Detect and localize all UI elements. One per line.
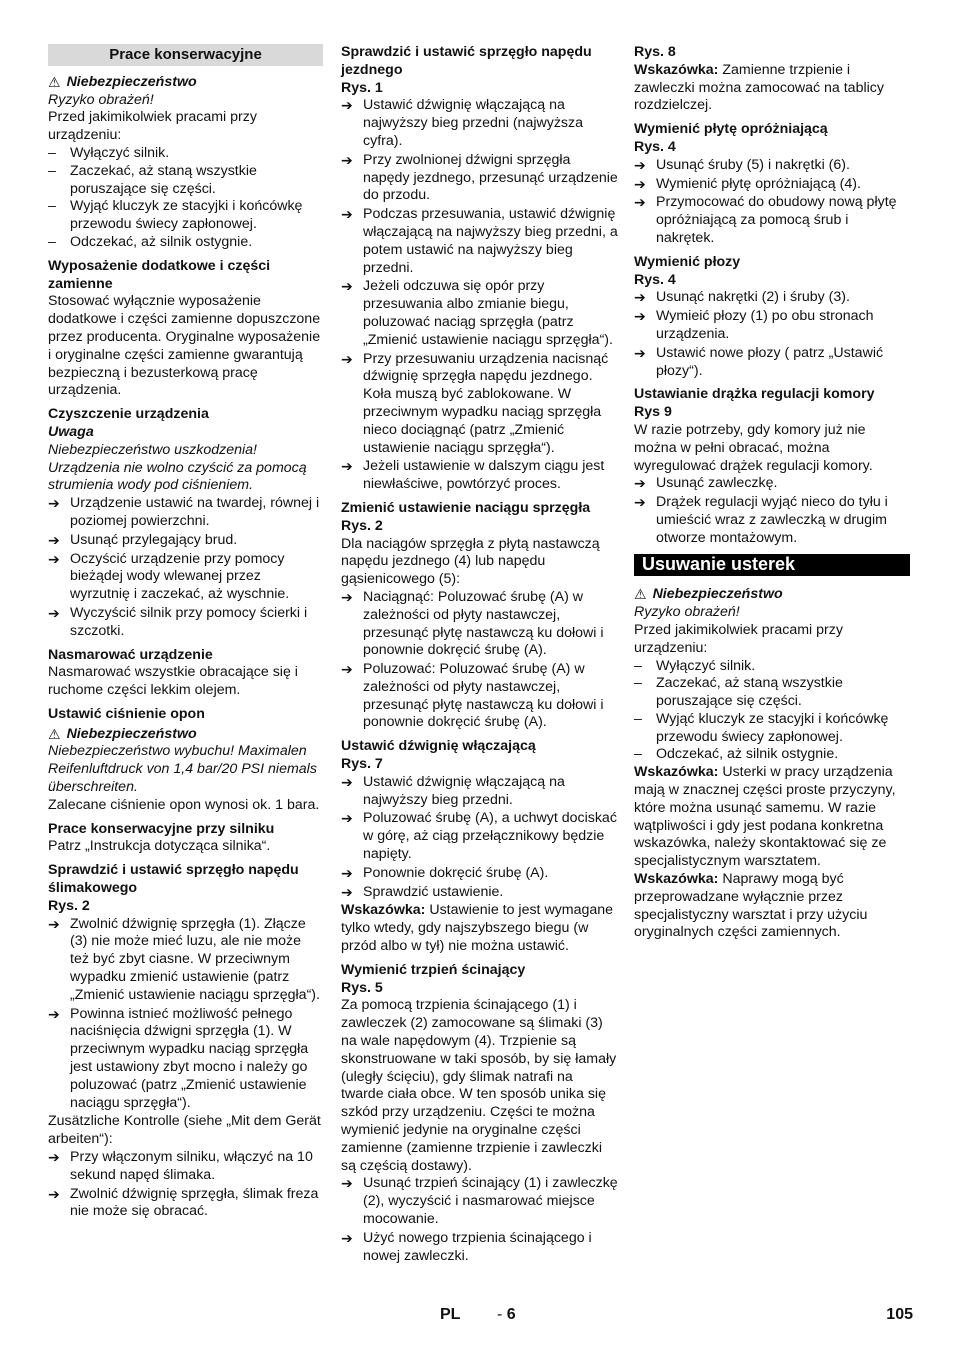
section-title-troubleshooting: Usuwanie usterek bbox=[634, 554, 910, 577]
arrow-icon: ➔ bbox=[634, 494, 646, 511]
arrow-icon: ➔ bbox=[48, 531, 60, 548]
list-item: ➔ Oczyścić urządzenie przy pomocy bieżądej wody wlewanej przez wyrzutnię i zaczekać, aż wyschnie. bbox=[48, 550, 290, 603]
list-item: ➔ Usunąć trzpień ścinający (1) i zawleczkę (2), wyczyścić i nasmarować miejsce mocowanie. bbox=[341, 1175, 618, 1227]
arrow-icon: ➔ bbox=[48, 550, 60, 567]
list-item: ➔ Naciągnąć: Poluzować śrubę (A) w zależności od płyty nastawczej, przesunąć płytę nastawczą ku dołowi i ponownie dokręcić śrubę (A). bbox=[341, 588, 604, 659]
arrow-icon: ➔ bbox=[341, 151, 353, 168]
list-item: ➔ Przymocować do obudowy nową płytę opróżniającą za pomocą śrub i nakrętek. bbox=[634, 194, 897, 246]
column-3 bbox=[634, 44, 910, 942]
paragraph-grease: Nasmarować wszystkie obracające się i ruchome części lekkim olejem. bbox=[48, 664, 298, 699]
note-paragraph: Wskazówka: Ustawienie to jest wymagane tylko wtedy, gdy najszybszego biegu (w przód albo w tył) nie można ustawić. bbox=[341, 902, 614, 955]
figure-ref: Rys. 1 bbox=[341, 79, 383, 96]
arrow-icon: ➔ bbox=[341, 810, 353, 827]
heading-shear-pin: Wymienić trzpień ścinający bbox=[341, 961, 526, 978]
paragraph-engine: Patrz „Instrukcja dotycząca silnika“. bbox=[48, 838, 271, 855]
column-1 bbox=[48, 44, 323, 1222]
list-item: ➔ Jeżeli ustawienie w dalszym ciągu jest niewłaściwe, powtórzyć proces. bbox=[341, 458, 605, 493]
paragraph-chute-rod: W razie potrzeby, gdy komory już nie można w pełni obracać, można wyregulować drążek regulacji komory. bbox=[634, 421, 873, 474]
explosion-warning-text: Niebezpieczeństwo wybuchu! Maximalen Reifenluftdruck von 1,4 bar/20 PSI niemals überschreiten. bbox=[48, 743, 317, 796]
warning-intro: Przed jakimikolwiek pracami przy urządzeniu: bbox=[48, 109, 257, 144]
paragraph-shear-pin: Za pomocą trzpienia ścinającego (1) i zawleczek (2) zamocowane są ślimaki (3) na wale napędowym (4). Trzpienie są skonstruowane w taki sposób, by się łamały (uległy ścięciu), gdy ślimak natrafi na twarde ciała obce. W ten sposób unika się szkód przy urządzeniu. Części te można wymienić jedynie na oryginalne części zamienne (zamienne trzpienie i zawleczki są częścią dostawy). bbox=[341, 997, 617, 1174]
list-item: ➔ Ustawić nowe płozy ( patrz „Ustawić płozy“). bbox=[634, 344, 884, 379]
arrow-icon: ➔ bbox=[341, 350, 353, 367]
arrow-icon: ➔ bbox=[634, 194, 646, 211]
list-item: ➔ Przy przesuwaniu urządzenia nacisnąć dźwignię sprzęgła napędu jezdnego. Koła muszą być zablokowane. W przeciwnym wypadku naciąg sprzęgła nieco dociągnąć (patrz „Zmienić ustawienie naciągu sprzęgła“). bbox=[341, 350, 609, 456]
list-item: ➔ Wyczyścić silnik przy pomocy ścierki i szczotki. bbox=[48, 604, 308, 639]
arrow-icon: ➔ bbox=[341, 661, 353, 678]
arrow-icon: ➔ bbox=[341, 1229, 353, 1246]
list-item: – Zaczekać, aż staną wszystkie poruszające się części. bbox=[634, 675, 843, 710]
note-paragraph: Wskazówka: Zamienne trzpienie i zawleczki można zamocować na tablicy rozdzielczej. bbox=[634, 61, 884, 114]
heading-auger-clutch: Sprawdzić i ustawić sprzęgło napędu ślimakowego bbox=[48, 862, 299, 897]
danger-warning: ⚠ Niebezpieczeństwo bbox=[634, 586, 783, 603]
figure-ref: Rys. 2 bbox=[48, 897, 90, 914]
list-item: – Wyjąć kluczyk ze stacyjki i końcówkę przewodu świecy zapłonowej. bbox=[634, 710, 889, 745]
list-item: – Odczekać, aż silnik ostygnie. bbox=[634, 746, 839, 763]
arrow-icon: ➔ bbox=[634, 344, 646, 361]
list-item: ➔ Zwolnić dźwignię sprzęgła (1). Złącze (3) nie może mieć luzu, ale nie może też być zbyt ciasne. W przeciwnym wypadku zmienić ustawienie (patrz „Zmienić ustawienie naciągu sprzęgła“). bbox=[48, 915, 320, 1003]
list-item: ➔ Powinna istnieć możliwość pełnego naciśnięcia dźwigni sprzęgła (1). W przeciwnym wypadku naciąg sprzęgła jest ustawiony zbyt mocno i należy go poluzować (patrz „Zmienić ustawienie naciągu sprzęgła“). bbox=[48, 1005, 309, 1111]
warning-triangle-icon: ⚠ bbox=[48, 73, 61, 90]
list-item: ➔ Podczas przesuwania, ustawić dźwignię włączającą na najwyższy bieg przedni, a potem ustawić na najwyższy bieg przedni. bbox=[341, 206, 618, 276]
list-item: ➔ Jeżeli odczuwa się opór przy przesuwania albo zmianie biegu, poluzować naciąg sprzęgła (patrz „Zmienić ustawienie naciągu sprzęgła“). bbox=[341, 278, 613, 348]
injury-risk-text: Ryzyko obrażeń! bbox=[634, 604, 740, 621]
list-item: ➔ Poluzować śrubę (A), a uchwyt dociskać w górę, aż ciąg przełącznikowy będzie napięty. bbox=[341, 810, 617, 863]
heading-chute-rod: Ustawianie drążka regulacji komory bbox=[634, 386, 875, 403]
list-item: ➔ Wymieić płozy (1) po obu stronach urządzenia. bbox=[634, 308, 874, 342]
list-item: ➔ Poluzować: Poluzować śrubę (A) w zależności od płyty nastawczej, przesunąć płytę nastawczą ku dołowi i ponownie dokręcić śrubę (A). bbox=[341, 661, 604, 731]
figure-ref: Rys. 8 bbox=[634, 44, 676, 60]
figure-ref: Rys. 4 bbox=[634, 271, 676, 288]
arrow-icon: ➔ bbox=[634, 289, 646, 306]
note-paragraph: Wskazówka: Naprawy mogą być przeprowadzane wyłącznie przez specjalistyczny warsztat i przy użyciu oryginalnych części zamiennych. bbox=[634, 871, 868, 941]
list-item: – Wyłączyć silnik. bbox=[48, 144, 170, 161]
list-item: ➔ Ustawić dźwignię włączającą na najwyższy bieg przedni (najwyższa cyfra). bbox=[341, 97, 583, 149]
paragraph-tire: Zalecane ciśnienie opon wynosi ok. 1 bara. bbox=[48, 796, 320, 813]
list-item: ➔ Ponownie dokręcić śrubę (A). bbox=[341, 864, 549, 881]
warning-triangle-icon: ⚠ bbox=[48, 725, 61, 742]
list-item: ➔ Użyć nowego trzpienia ścinającego i nowej zawleczki. bbox=[341, 1229, 592, 1264]
list-item: ➔ Usunąć śruby (5) i nakrętki (6). bbox=[634, 156, 850, 173]
heading-accessories: Wyposażenie dodatkowe i części zamienne bbox=[48, 257, 271, 292]
arrow-icon: ➔ bbox=[48, 1005, 60, 1022]
heading-cleaning: Czyszczenie urządzenia bbox=[48, 406, 209, 423]
arrow-icon: ➔ bbox=[341, 773, 353, 790]
arrow-icon: ➔ bbox=[48, 915, 60, 932]
list-item: ➔ Drążek regulacji wyjąć nieco do tyłu i umieścić wraz z zawleczką w drugim otworze montażowym. bbox=[634, 494, 888, 546]
list-item: ➔ Zwolnić dźwignię sprzęgła, ślimak freza nie może się obracać. bbox=[48, 1185, 319, 1220]
list-item: ➔ Sprawdzić ustawienie. bbox=[341, 883, 504, 900]
list-item: ➔ Usunąć nakrętki (2) i śruby (3). bbox=[634, 289, 850, 306]
arrow-icon: ➔ bbox=[634, 475, 646, 492]
figure-ref: Rys. 5 bbox=[341, 979, 383, 996]
arrow-icon: ➔ bbox=[341, 458, 353, 475]
list-item: ➔ Przy włączonym silniku, włączyć na 10 sekund napęd ślimaka. bbox=[48, 1149, 313, 1183]
arrow-icon: ➔ bbox=[341, 864, 353, 881]
heading-tire-pressure: Ustawić ciśnienie opon bbox=[48, 705, 205, 722]
heading-clutch-tension: Zmienić ustawienie naciągu sprzęgła bbox=[341, 499, 591, 516]
heading-discharge-plate: Wymienić płytę opróżniającą bbox=[634, 121, 828, 138]
heading-drive-clutch: Sprawdzić i ustawić sprzęgło napędu jezdnego bbox=[341, 44, 592, 78]
danger-warning: ⚠ Niebezpieczeństwo bbox=[48, 725, 197, 742]
section-title-maintenance: Prace konserwacyjne bbox=[48, 44, 323, 66]
figure-ref: Rys 9 bbox=[634, 404, 672, 421]
warning-triangle-icon: ⚠ bbox=[634, 586, 647, 603]
list-item: ➔ Ustawić dźwignię włączającą na najwyższy bieg przedni. bbox=[341, 773, 565, 808]
list-item: ➔ Przy zwolnionej dźwigni sprzęgła napędy jezdnego, przesunąć urządzenie do przodu. bbox=[341, 151, 618, 204]
figure-ref: Rys. 2 bbox=[341, 517, 383, 534]
language-code: PL bbox=[440, 1306, 461, 1323]
paragraph-tension: Dla naciągów sprzęgła z płytą nastawczą napędu jezdnego (4) lub napędu gąsienicowego (5): bbox=[341, 535, 600, 588]
paragraph-extra-check: Zusätzliche Kontrolle (siehe „Mit dem Gerät arbeiten“): bbox=[48, 1113, 321, 1148]
heading-skids: Wymienić płozy bbox=[634, 253, 741, 270]
list-item: – Odczekać, aż silnik ostygnie. bbox=[48, 233, 253, 250]
arrow-icon: ➔ bbox=[341, 883, 353, 900]
arrow-icon: ➔ bbox=[634, 156, 646, 173]
arrow-icon: ➔ bbox=[341, 206, 353, 223]
figure-ref: Rys. 4 bbox=[634, 138, 676, 155]
caution-label: Uwaga bbox=[48, 423, 94, 440]
arrow-icon: ➔ bbox=[634, 308, 646, 325]
list-item: ➔ Wymienić płytę opróżniającą (4). bbox=[634, 175, 861, 192]
arrow-icon: ➔ bbox=[341, 588, 353, 605]
arrow-icon: ➔ bbox=[341, 278, 353, 295]
heading-shift-lever: Ustawić dźwignię włączającą bbox=[341, 738, 536, 755]
heading-engine: Prace konserwacyjne przy silniku bbox=[48, 820, 275, 837]
injury-risk-text: Ryzyko obrażeń! bbox=[48, 91, 154, 108]
list-item: – Zaczekać, aż staną wszystkie poruszające się części. bbox=[48, 162, 257, 197]
danger-warning: ⚠ Niebezpieczeństwo bbox=[48, 73, 197, 90]
arrow-icon: ➔ bbox=[48, 1149, 60, 1166]
column-2 bbox=[341, 44, 618, 1266]
page-number: 105 bbox=[886, 1306, 913, 1323]
sub-page-number: - 6 bbox=[497, 1306, 516, 1323]
arrow-icon: ➔ bbox=[48, 1185, 60, 1202]
paragraph-accessories: Stosować wyłącznie wyposażenie dodatkowe i części zamienne dopuszczone przez producenta. Oryginalne wyposażenie i oryginalne części zamienne gwarantują bezpieczną i bezusterkową pracę urządzenia. bbox=[48, 293, 321, 399]
arrow-icon: ➔ bbox=[48, 495, 60, 512]
figure-ref: Rys. 7 bbox=[341, 756, 383, 773]
list-item: – Wyłączyć silnik. bbox=[634, 657, 756, 674]
caution-text: Niebezpieczeństwo uszkodzenia! Urządzenia nie wolno czyścić za pomocą strumienia wody pod ciśnieniem. bbox=[48, 441, 307, 494]
heading-grease: Nasmarować urządzenie bbox=[48, 646, 213, 663]
note-paragraph: Wskazówka: Usterki w pracy urządzenia mają w znacznej części proste przyczyny, które można usunąć samemu. W razie wątpliwości i gdy jest podana konkretna wskazówka, należy skontaktować się ze specjalistycznym warsztatem. bbox=[634, 764, 896, 870]
warning-intro: Przed jakimikolwiek pracami przy urządzeniu: bbox=[634, 621, 843, 656]
list-item: ➔ Usunąć przylegający brud. bbox=[48, 531, 238, 548]
list-item: ➔ Usunąć zawleczkę. bbox=[634, 475, 778, 492]
list-item: – Wyjąć kluczyk ze stacyjki i końcówkę przewodu świecy zapłonowej. bbox=[48, 198, 303, 233]
list-item: ➔ Urządzenie ustawić na twardej, równej i poziomej powierzchni. bbox=[48, 495, 320, 529]
arrow-icon: ➔ bbox=[634, 175, 646, 192]
page-footer bbox=[0, 1306, 954, 1330]
arrow-icon: ➔ bbox=[341, 1175, 353, 1192]
arrow-icon: ➔ bbox=[48, 604, 60, 621]
arrow-icon: ➔ bbox=[341, 97, 353, 114]
